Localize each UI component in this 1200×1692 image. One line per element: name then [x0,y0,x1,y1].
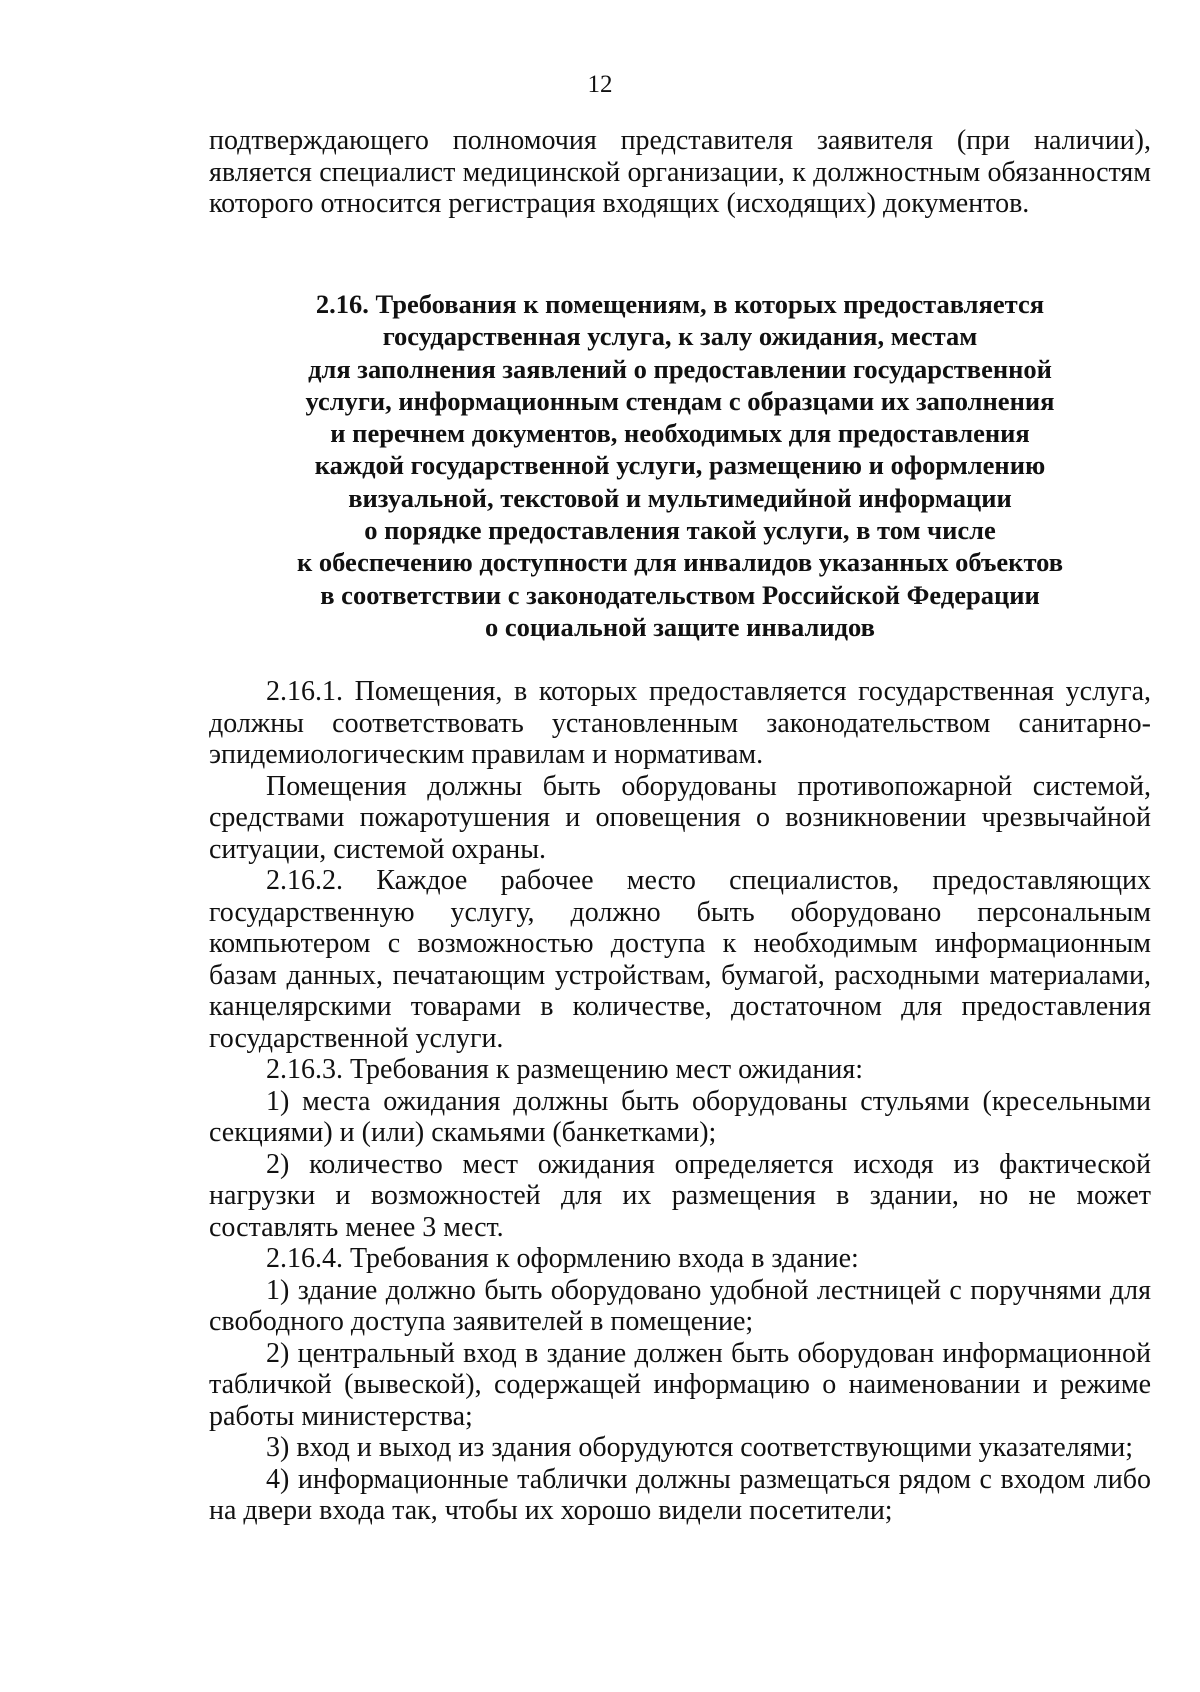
heading-line: каждой государственной услуги, размещению и оформлению [314,450,1046,481]
heading-line: в соответствии с законодательством Российской Федерации [320,579,1040,610]
paragraph-fire-safety: Помещения должны быть оборудованы противопожарной системой, средствами пожаротушения и оповещения о возникновении чрезвычайной ситуации, системой охраны. [209,770,1151,865]
heading-line: о социальной защите инвалидов [485,611,875,642]
list-item-signboard: 2) центральный вход в здание должен быть оборудован информационной табличкой (вывеской), содержащей информацию о наименовании и режиме работы министерства; [209,1337,1151,1432]
heading-line: визуальной, текстовой и мультимедийной информации [348,482,1012,513]
paragraph-2-16-4: 2.16.4. Требования к оформлению входа в здание: [266,1243,859,1274]
section-heading [209,288,1151,643]
heading-line: государственная услуга, к залу ожидания, местам [382,321,978,352]
page-number: 12 [587,71,613,98]
list-item-waiting-count: 2) количество мест ожидания определяется исходя из фактической нагрузки и возможностей для их размещения в здании, но не может составлять менее 3 мест. [209,1148,1151,1243]
heading-line: к обеспечению доступности для инвалидов указанных объектов [296,547,1064,578]
section-body [209,676,1151,1527]
heading-line: о порядке предоставления такой услуги, в том числе [364,515,996,546]
paragraph-2-16-3: 2.16.3. Требования к размещению мест ожидания: [266,1054,863,1085]
continuation-text-block [209,125,1151,220]
list-item-info-plates: 4) информационные таблички должны размещаться рядом с входом либо на двери входа так, чтобы их хорошо видели посетители; [209,1463,1151,1526]
heading-line: для заполнения заявлений о предоставлении государственной [308,353,1052,384]
heading-line: услуги, информационным стендам с образцами их заполнения [305,385,1055,416]
paragraph-2-16-2: 2.16.2. Каждое рабочее место специалистов, предоставляющих государственную услугу, должно быть оборудовано персональным компьютером с возможностью доступа к необходимым информационным базам данных, печатающим устройствам, бумагой, расходными материалами, канцелярскими товарами в количестве, достаточном для предоставления государственной услуги. [209,865,1151,1054]
heading-line: 2.16. Требования к помещениям, в которых предоставляется [315,289,1045,319]
list-item-staircase: 1) здание должно быть оборудовано удобной лестницей с поручнями для свободного доступа заявителей в помещение; [209,1274,1151,1337]
heading-line: и перечнем документов, необходимых для предоставления [330,418,1030,449]
paragraph-2-16-1: 2.16.1. Помещения, в которых предоставляется государственная услуга, должны соответствовать установленным законодательством санитарно-эпидемиологическим правилам и нормативам. [209,676,1151,770]
continuation-paragraph: подтверждающего полномочия представителя заявителя (при наличии), является специалист медицинской организации, к должностным обязанностям которого относится регистрация входящих (исходящих) документов. [209,125,1151,219]
list-item-exit-signs: 3) вход и выход из здания оборудуются соответствующими указателями; [266,1432,1134,1463]
list-item-waiting-seats: 1) места ожидания должны быть оборудованы стульями (кресельными секциями) и (или) скамьями (банкетками); [209,1085,1151,1148]
